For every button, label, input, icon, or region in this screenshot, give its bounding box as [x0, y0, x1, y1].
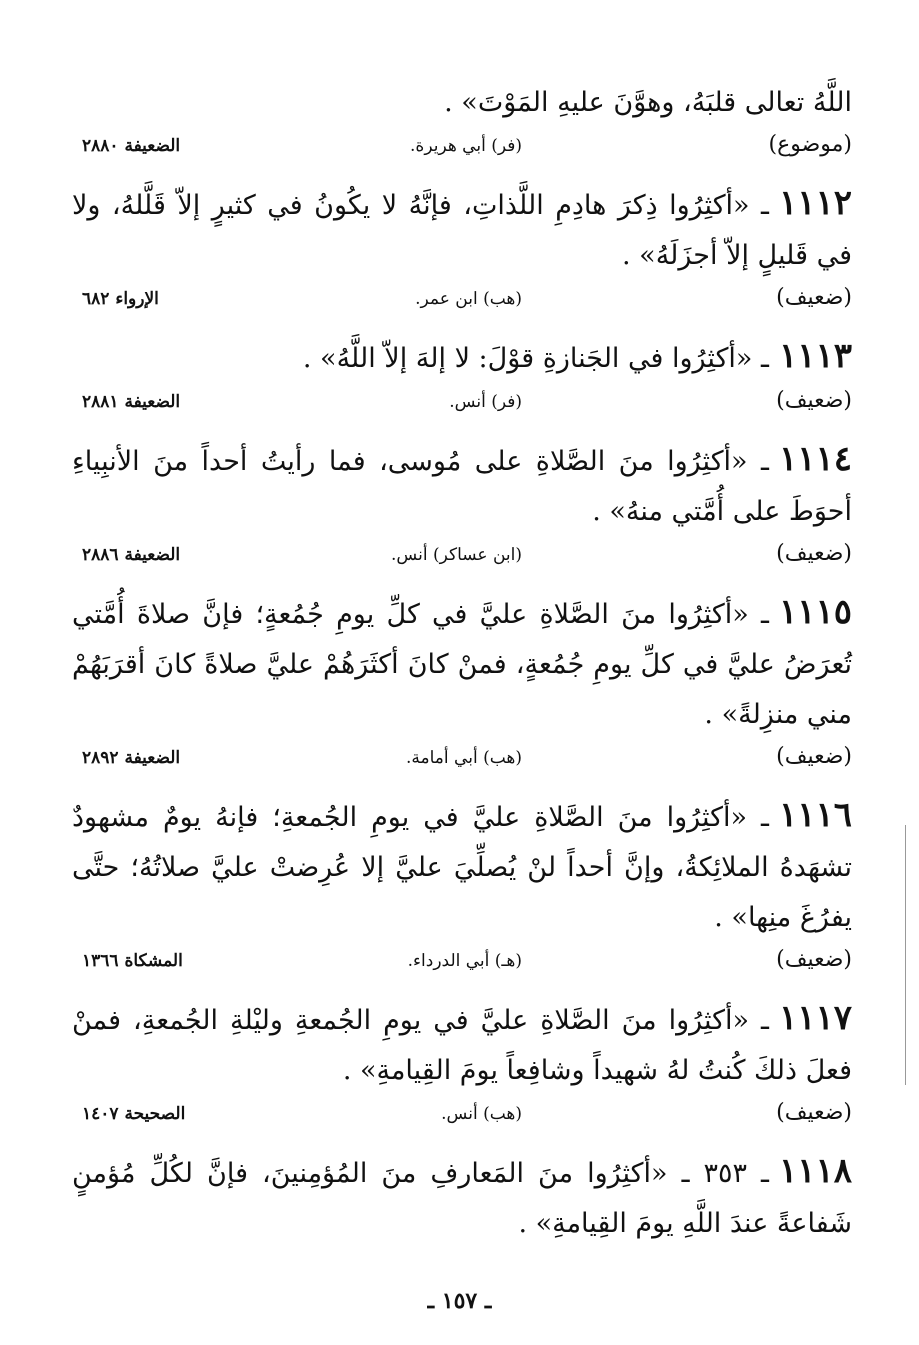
hadith-body: ـ «أكثِرُوا منَ الصَّلاةِ عليَّ في كلِّ يومِ جُمُعةٍ؛ فإنَّ صلاةَ أُمَّتي تُعرَضُ عليَّ في كلِّ يومِ جُمُعةٍ، فمنْ كانَ أكثَرَهُمْ عليَّ صلاةً كانَ أقرَبَهُمْ مني منزِلةً» .	[72, 599, 852, 730]
hadith-text	[72, 993, 852, 1096]
source-label: (هب) أبي أمامة.	[406, 748, 522, 768]
hadith-body: ـ «أكثِرُوا في الجَنازةِ قوْلَ: لا إلهَ إلاّ اللَّهُ» .	[302, 343, 769, 374]
grade-label: (ضعيف)	[776, 285, 852, 310]
hadith-body: ـ «أكثِرُوا منَ الصَّلاةِ على مُوسى، فما رأيتُ أحداً منَ الأنبِياءِ أحوَطَ على أُمَّتي منهُ» .	[72, 446, 852, 527]
hadith-text	[72, 78, 852, 128]
margin-rule	[905, 825, 906, 1085]
hadith-text	[72, 434, 852, 537]
grade-row	[72, 386, 852, 428]
grade-row	[72, 945, 852, 987]
source-label: (فر) أنس.	[449, 392, 522, 412]
grade-label: (ضعيف)	[776, 541, 852, 566]
source-label: (هـ) أبي الدرداء.	[407, 951, 522, 971]
hadith-text	[72, 1146, 852, 1249]
source-label: (هب) أنس.	[441, 1104, 522, 1124]
source-label: (فر) أبي هريرة.	[410, 136, 522, 156]
grade-row	[72, 742, 852, 784]
hadith-number: ١١١٢	[778, 183, 852, 223]
hadith-text	[72, 587, 852, 740]
reference-label: المشكاة ١٣٦٦	[82, 951, 183, 971]
hadith-number: ١١١٦	[778, 795, 852, 835]
reference-label: الضعيفة ٢٨٨٦	[82, 545, 181, 565]
grade-row	[72, 539, 852, 581]
grade-label: (ضعيف)	[776, 1100, 852, 1125]
hadith-body: ـ «أكثِرُوا منَ الصَّلاةِ عليَّ في يومِ الجُمعةِ وليْلةِ الجُمعةِ، فمنْ فعلَ ذلكَ كُنتُ لهُ شهيداً وشافِعاً يومَ القِيامةِ» .	[72, 1005, 852, 1086]
hadith-body: ـ ٣٥٣ ـ «أكثِرُوا منَ المَعارفِ منَ المُؤمِنينَ، فإنَّ لكُلِّ مُؤمنٍ شَفاعةً عندَ اللَّهِ يومَ القِيامةِ» .	[72, 1158, 852, 1239]
hadith-text	[72, 331, 852, 384]
grade-label: (موضوع)	[768, 132, 852, 157]
grade-label: (ضعيف)	[776, 744, 852, 769]
grade-row	[72, 130, 852, 172]
grade-label: (ضعيف)	[776, 947, 852, 972]
hadith-body: ـ «أكثِرُوا ذِكرَ هادِمِ اللَّذاتِ، فإنَّهُ لا يكُونُ في كثيرٍ إلاّ قَلَّلهُ، ولا في قَليلٍ إلاّ أجزَلَهُ» .	[72, 190, 852, 271]
source-label: (هب) ابن عمر.	[415, 289, 522, 309]
grade-label: (ضعيف)	[776, 388, 852, 413]
grade-row	[72, 1098, 852, 1140]
hadith-number: ١١١٥	[778, 592, 852, 632]
hadith-body: اللَّهُ تعالى قلبَهُ، وهوَّنَ عليهِ المَوْتَ» .	[444, 87, 852, 118]
hadith-text	[72, 790, 852, 943]
hadith-number: ١١١٣	[778, 336, 852, 376]
reference-label: الضعيفة ٢٨٨٠	[82, 136, 181, 156]
reference-label: الإرواء ٦٨٢	[82, 289, 159, 309]
hadith-number: ١١١٤	[778, 439, 852, 479]
hadith-text	[72, 178, 852, 281]
grade-row	[72, 283, 852, 325]
hadith-number: ١١١٧	[778, 998, 852, 1038]
reference-label: الضعيفة ٢٨٨١	[82, 392, 181, 412]
hadith-number: ١١١٨	[778, 1151, 852, 1191]
reference-label: الصحيحة ١٤٠٧	[82, 1104, 186, 1124]
hadith-body: ـ «أكثِرُوا منَ الصَّلاةِ عليَّ في يومِ الجُمعةِ؛ فإنهُ يومٌ مشهودٌ تشهَدهُ الملائِكةُ، وإنَّ أحداً لنْ يُصلِّيَ عليَّ إلا عُرِضتْ عليَّ صلاتُهُ؛ حتَّى يفرُغَ منِها» .	[72, 802, 853, 933]
reference-label: الضعيفة ٢٨٩٢	[82, 748, 181, 768]
page-body	[72, 78, 852, 1249]
page-number: ـ ١٥٧ ـ	[427, 1288, 492, 1314]
source-label: (ابن عساكر) أنس.	[391, 545, 522, 565]
